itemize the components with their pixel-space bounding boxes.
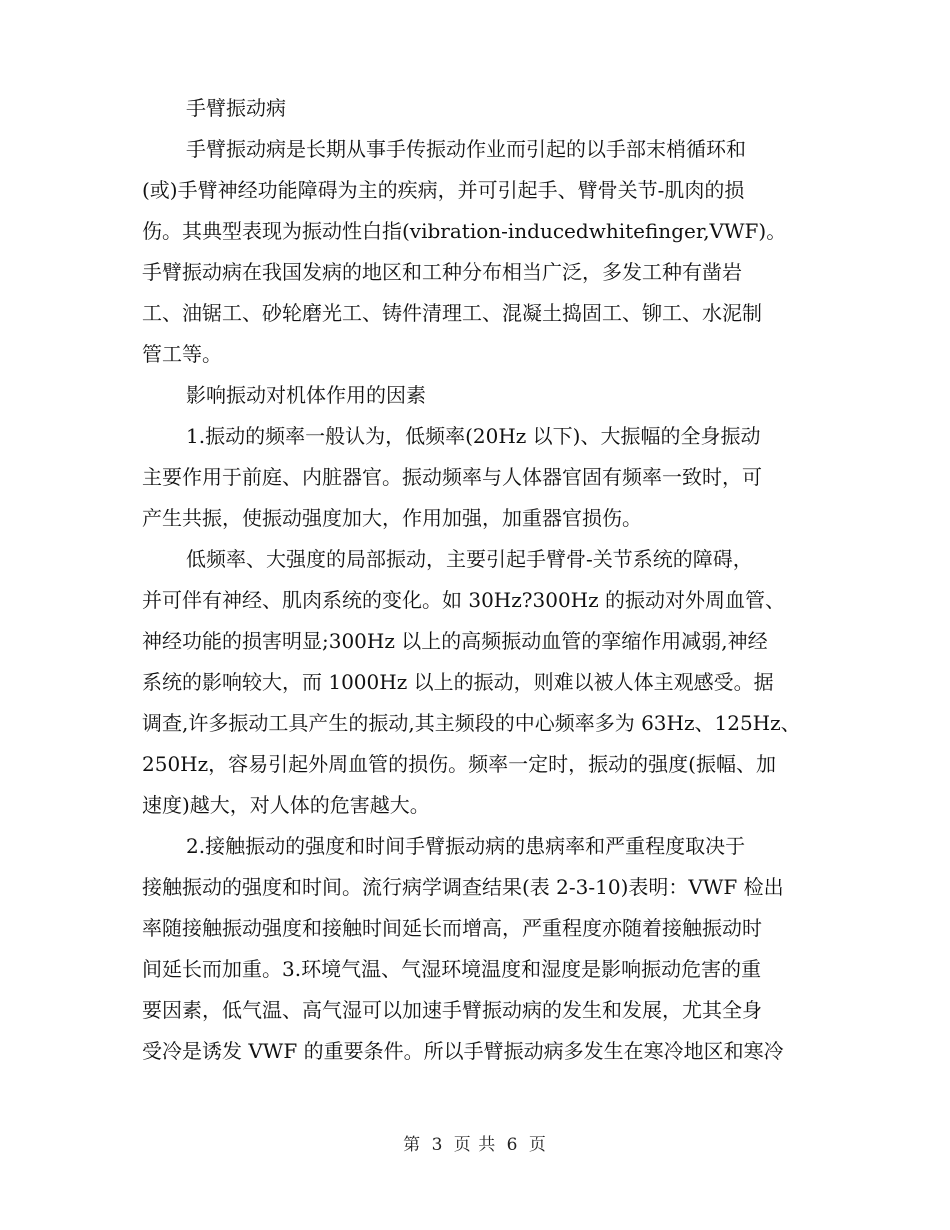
heading-hand-arm-vibration: 手臂振动病 <box>186 96 286 120</box>
footer-middle: 页 共 <box>453 1135 497 1155</box>
paragraph-line: 产生共振，使振动强度加大，作用加强，加重器官损伤。 <box>142 506 642 530</box>
footer-total-pages: 6 <box>506 1135 519 1155</box>
paragraph-line: 间延长而加重。3.环境气温、气湿环境温度和湿度是影响振动危害的重 <box>142 957 762 981</box>
page-footer <box>0 1130 950 1155</box>
paragraph-line: 工、油锯工、砂轮磨光工、铸件清理工、混凝土捣固工、铆工、水泥制 <box>142 301 762 325</box>
paragraph-line: 要因素，低气温、高气湿可以加速手臂振动病的发生和发展，尤其全身 <box>142 998 762 1022</box>
paragraph-line: (或)手臂神经功能障碍为主的疾病，并可引起手、臂骨关节-肌肉的损 <box>142 178 745 202</box>
paragraph-line: 率随接触振动强度和接触时间延长而增高，严重程度亦随着接触振动时 <box>142 916 762 940</box>
paragraph-line: 1.振动的频率一般认为，低频率(20Hz 以下)、大振幅的全身振动 <box>186 424 761 448</box>
paragraph-line: 系统的影响较大，而 1000Hz 以上的振动，则难以被人体主观感受。据 <box>142 670 774 694</box>
paragraph-line: 250Hz，容易引起外周血管的损伤。频率一定时，振动的强度(振幅、加 <box>142 752 776 776</box>
paragraph-line: 并可伴有神经、肌肉系统的变化。如 30Hz?300Hz 的振动对外周血管、 <box>142 588 786 612</box>
paragraph-line: 受冷是诱发 VWF 的重要条件。所以手臂振动病多发生在寒冷地区和寒冷 <box>142 1039 784 1063</box>
footer-prefix: 第 <box>403 1135 422 1155</box>
paragraph-line: 2.接触振动的强度和时间手臂振动病的患病率和严重程度取决于 <box>186 834 746 858</box>
paragraph-line: 主要作用于前庭、内脏器官。振动频率与人体器官固有频率一致时，可 <box>142 465 762 489</box>
paragraph-line: 低频率、大强度的局部振动，主要引起手臂骨-关节系统的障碍， <box>186 547 753 571</box>
footer-suffix: 页 <box>528 1135 547 1155</box>
document-body <box>142 88 818 1072</box>
heading-factors: 影响振动对机体作用的因素 <box>186 383 426 407</box>
footer-page-number: 3 <box>431 1135 444 1155</box>
paragraph-line: 神经功能的损害明显;300Hz 以上的高频振动血管的挛缩作用减弱,神经 <box>142 629 768 653</box>
paragraph-line: 调查,许多振动工具产生的振动,其主频段的中心频率多为 63Hz、125Hz、 <box>142 711 801 735</box>
paragraph-line: 接触振动的强度和时间。流行病学调查结果(表 2-3-10)表明：VWF 检出 <box>142 875 784 899</box>
paragraph-line: 手臂振动病是长期从事手传振动作业而引起的以手部末梢循环和 <box>186 137 746 161</box>
paragraph-line: 伤。其典型表现为振动性白指(vibration-inducedwhitefinger,VWF)。 <box>142 219 787 243</box>
paragraph-line: 管工等。 <box>142 342 222 366</box>
paragraph-line: 速度)越大，对人体的危害越大。 <box>142 793 430 817</box>
paragraph-line: 手臂振动病在我国发病的地区和工种分布相当广泛，多发工种有凿岩 <box>142 260 742 284</box>
